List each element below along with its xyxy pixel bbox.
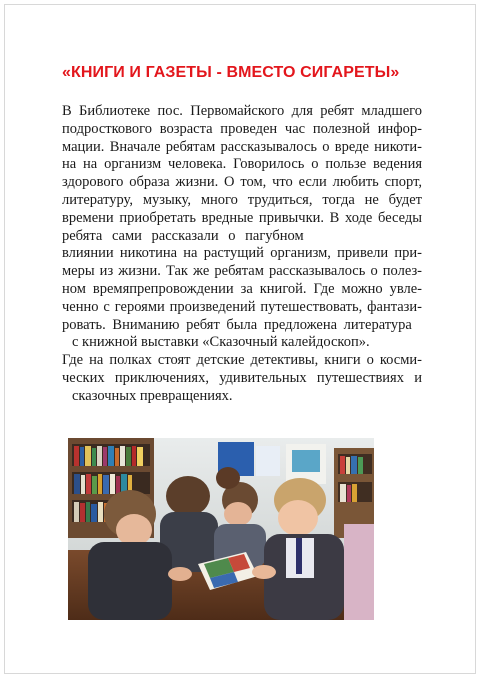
article-line: сказочных превращениях. [72, 387, 233, 404]
article-line: времени приобретать вредные привычки. В ходе беседы [62, 209, 422, 226]
article-line: здорового образа жизни. О том, что если любить спорт, [62, 174, 422, 191]
article-line: ческих приключениях, удивительных путешествиях и [62, 369, 422, 386]
article-line: Где на полках стоят детские детективы, книги о косми- [62, 352, 422, 369]
children-reading-photo [68, 438, 374, 620]
article-title: «КНИГИ И ГАЗЕТЫ - ВМЕСТО СИГАРЕТЫ» [62, 64, 400, 81]
article-line: на на организм человека. Говорилось о пользе ведения [62, 156, 422, 173]
article-line: подросткового возраста проведен час полезной инфор- [62, 120, 422, 137]
article-line: влиянии никотина на растущий организм, привели при- [62, 245, 422, 262]
article-line: с книжной выставки «Сказочный калейдоскоп». [72, 334, 370, 351]
article-line: В Библиотеке пос. Первомайского для ребят младшего [62, 103, 422, 119]
article-line: ном времяпрепровождении за книгой. Где можно увле- [62, 280, 422, 297]
article-line: ченно с героями произведений путешествовать, фантази- [62, 298, 422, 315]
article-line: ребята сами рассказали о пагубном [62, 227, 304, 244]
article-body [62, 103, 422, 406]
article-line: мации. Вначале ребятам рассказывалось о вреде никоти- [62, 138, 422, 155]
article-line: ровать. Вниманию ребят была предложена литература [62, 316, 412, 333]
article-line: литературу, музыку, много трудиться, тогда не будет [62, 191, 422, 208]
article-line: меры из жизни. Так же ребятам рассказывалось о полез- [62, 263, 422, 280]
